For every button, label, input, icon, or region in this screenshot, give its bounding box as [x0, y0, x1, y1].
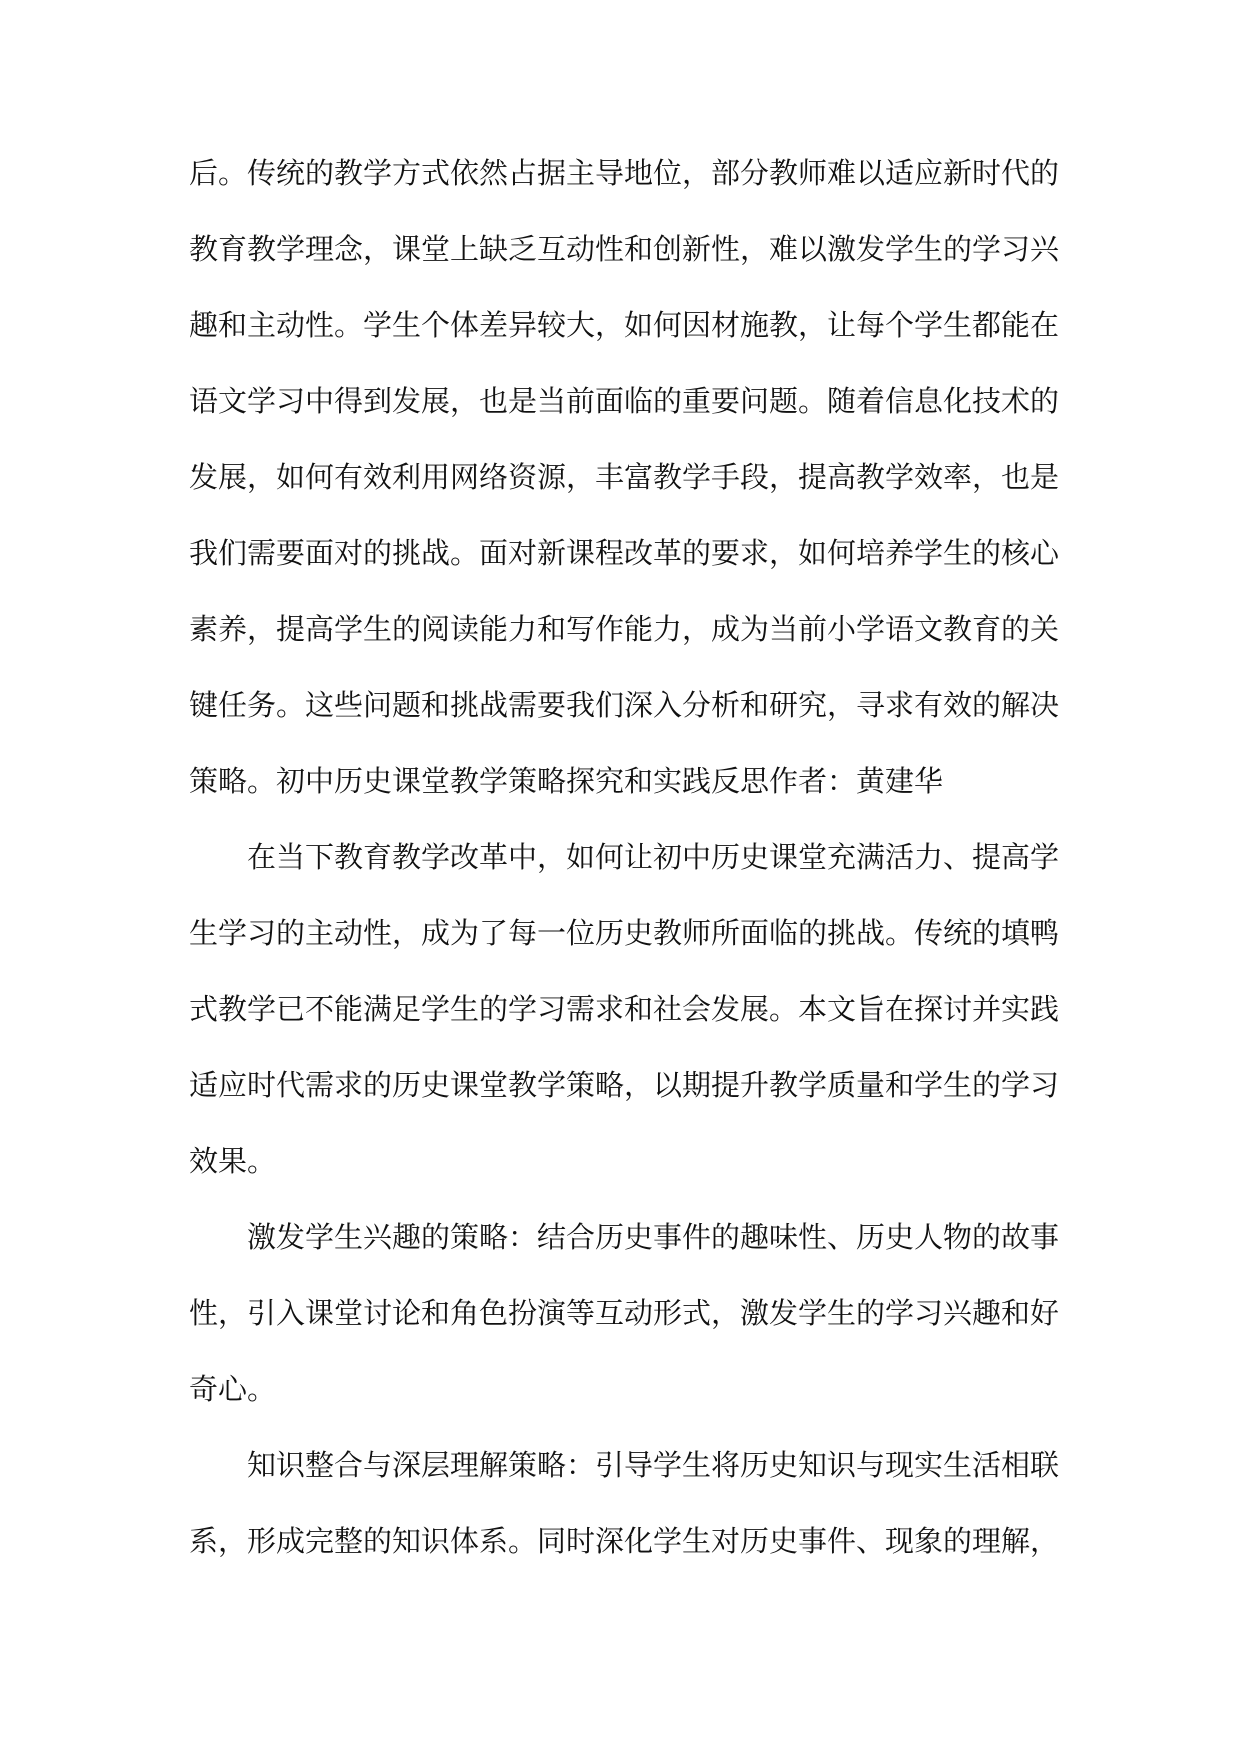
text-line: 在当下教育教学改革中，如何让初中历史课堂充满活力、提高学 [247, 840, 1060, 874]
text-line: 激发学生兴趣的策略：结合历史事件的趣味性、历史人物的故事 [247, 1220, 1060, 1254]
text-line: 后。传统的教学方式依然占据主导地位，部分教师难以适应新时代的 [189, 156, 1060, 190]
text-line: 语文学习中得到发展，也是当前面临的重要问题。随着信息化技术的 [189, 384, 1060, 418]
text-line: 奇心。 [189, 1372, 277, 1406]
text-line: 键任务。这些问题和挑战需要我们深入分析和研究，寻求有效的解决 [189, 688, 1060, 722]
text-line: 我们需要面对的挑战。面对新课程改革的要求，如何培养学生的核心 [189, 536, 1060, 570]
text-line: 发展，如何有效利用网络资源，丰富教学手段，提高教学效率，也是 [189, 460, 1060, 494]
text-line: 素养，提高学生的阅读能力和写作能力，成为当前小学语文教育的关 [189, 612, 1060, 646]
text-line: 策略。初中历史课堂教学策略探究和实践反思作者：黄建华 [189, 764, 944, 798]
text-line: 教育教学理念，课堂上缺乏互动性和创新性，难以激发学生的学习兴 [189, 232, 1060, 266]
text-line: 式教学已不能满足学生的学习需求和社会发展。本文旨在探讨并实践 [189, 992, 1060, 1026]
document-body [189, 145, 1060, 1589]
text-line: 性，引入课堂讨论和角色扮演等互动形式，激发学生的学习兴趣和好 [189, 1296, 1060, 1330]
text-line: 效果。 [189, 1144, 277, 1178]
text-line: 适应时代需求的历史课堂教学策略，以期提升教学质量和学生的学习 [189, 1068, 1060, 1102]
text-line: 趣和主动性。学生个体差异较大，如何因材施教，让每个学生都能在 [189, 308, 1060, 342]
text-line: 系，形成完整的知识体系。同时深化学生对历史事件、现象的理解， [189, 1524, 1060, 1558]
text-line: 生学习的主动性，成为了每一位历史教师所面临的挑战。传统的填鸭 [189, 916, 1060, 950]
text-line: 知识整合与深层理解策略：引导学生将历史知识与现实生活相联 [247, 1448, 1060, 1482]
